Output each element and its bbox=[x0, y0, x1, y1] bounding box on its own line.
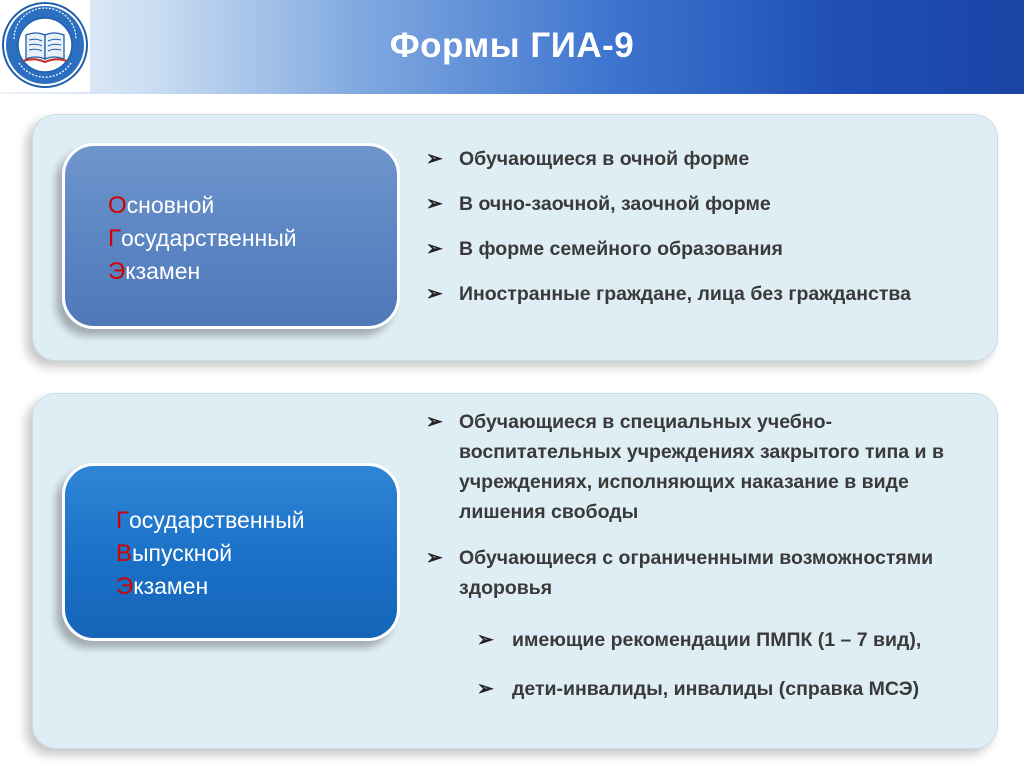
bullet-text: Обучающиеся с ограниченными возможностями здоровья bbox=[459, 547, 934, 599]
chevron-right-icon: ➢ bbox=[426, 193, 443, 215]
oge-word: осударственный bbox=[121, 225, 297, 251]
list-item bbox=[426, 144, 966, 174]
sub-bullet-text: имеющие рекомендации ПМПК (1 – 7 вид), bbox=[512, 629, 922, 651]
chevron-right-icon: ➢ bbox=[426, 411, 443, 433]
list-item bbox=[426, 234, 966, 264]
page-title: Формы ГИА-9 bbox=[389, 26, 635, 65]
gve-initial: Г bbox=[116, 507, 129, 534]
list-item bbox=[426, 279, 966, 309]
oge-label-line bbox=[108, 222, 297, 255]
oge-bullet-list bbox=[426, 144, 966, 324]
gve-word: кзамен bbox=[133, 573, 209, 599]
gve-bullet-list bbox=[426, 407, 986, 621]
bullet-text: В форме семейного образования bbox=[459, 238, 783, 260]
bullet-text: Обучающиеся в специальных учебно-воспитательных учреждениях закрытого типа и в учреждениях, исполняющих наказание в виде лишения свободы bbox=[459, 411, 944, 523]
gve-word: ыпускной bbox=[132, 540, 233, 566]
bullet-text: В очно-заочной, заочной форме bbox=[459, 193, 771, 215]
bullet-text: Иностранные граждане, лица без гражданства bbox=[459, 283, 911, 305]
sub-bullet-text: дети-инвалиды, инвалиды (справка МСЭ) bbox=[512, 678, 920, 700]
gve-sub-bullet-list bbox=[477, 625, 987, 704]
chevron-right-icon: ➢ bbox=[426, 547, 443, 569]
oge-label bbox=[108, 189, 297, 288]
oge-initial: Г bbox=[108, 225, 121, 252]
oge-word: сновной bbox=[126, 192, 215, 218]
gve-label-line bbox=[116, 537, 305, 570]
oge-initial: О bbox=[108, 192, 127, 219]
chevron-right-icon: ➢ bbox=[477, 678, 494, 700]
oge-label-line bbox=[108, 255, 297, 288]
list-item bbox=[477, 625, 987, 655]
oge-label-line bbox=[108, 189, 297, 222]
oge-initial: Э bbox=[108, 258, 126, 285]
gve-word: осударственный bbox=[129, 507, 305, 533]
gve-initial: В bbox=[116, 540, 133, 567]
gve-label-box bbox=[62, 463, 400, 641]
oge-word: кзамен bbox=[125, 258, 201, 284]
chevron-right-icon: ➢ bbox=[426, 148, 443, 170]
gve-label-line bbox=[116, 504, 305, 537]
chevron-right-icon: ➢ bbox=[477, 629, 494, 651]
gve-label bbox=[116, 504, 305, 603]
gve-initial: Э bbox=[116, 573, 134, 600]
list-item bbox=[426, 189, 966, 219]
oge-label-box bbox=[62, 143, 400, 329]
bullet-text: Обучающиеся в очной форме bbox=[459, 148, 750, 170]
chevron-right-icon: ➢ bbox=[426, 238, 443, 260]
gve-label-line bbox=[116, 570, 305, 603]
list-item bbox=[426, 543, 986, 603]
chevron-right-icon: ➢ bbox=[426, 283, 443, 305]
list-item bbox=[426, 407, 986, 527]
list-item bbox=[477, 674, 987, 704]
header-bar bbox=[0, 0, 1024, 94]
